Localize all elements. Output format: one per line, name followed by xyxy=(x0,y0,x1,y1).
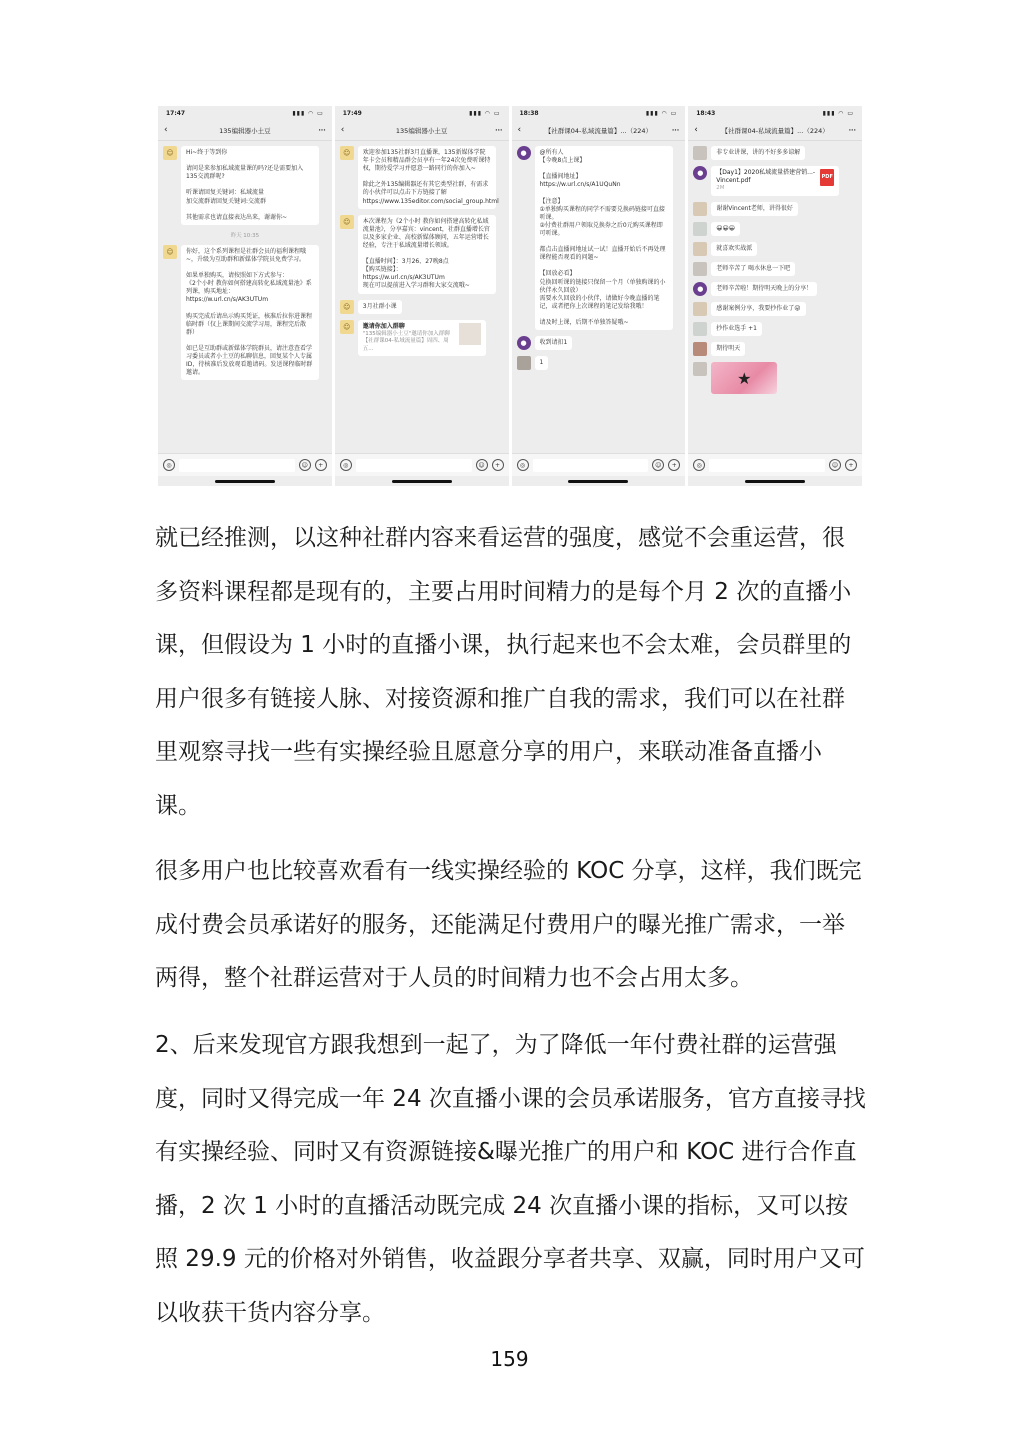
message-bubble[interactable]: 本次课程为《2个小时 教你如何搭建高转化私域流量池》，分享嘉宾：vincent，社群直播增长官以及多家企业、高校新媒体顾问，五年运营增长经验，专注于私域流量增长领域。 【直播时间】：3月26、27晚8点 【购买链接】： https://w.url.cn/s/AK3UTUm 现在可以提前进入学习群和大家交流哦~ xyxy=(358,215,496,294)
plus-icon[interactable]: + xyxy=(845,459,857,471)
message-bubble[interactable]: 就喜欢实战派 xyxy=(711,242,757,256)
chat-message xyxy=(693,262,857,276)
avatar[interactable] xyxy=(693,146,707,160)
chat-message xyxy=(693,242,857,256)
message-list xyxy=(688,142,862,454)
more-icon[interactable]: ··· xyxy=(671,126,680,134)
message-bubble[interactable]: 你好，这个系列课程是社群会员的福利课程哦~，升级为互助群和新媒体学院员免费学习。 如果单独购买，请按照如下方式参与： 《2个小时 教你如何搭建高转化私域流量池》系列课，购买地址： https://w.url.cn/s/AK3UTUm 购买完成后请出示购买凭证，核准后拉你进课程临时群（仅上课期间交流学习用，课程完后散群） 如已是互助群或新媒体学院群员，请注意查看学习委员或者小土豆的私聊信息，回复某个人专属ID，待核准后发放观看邀请码。发送课程临时群邀请。 xyxy=(181,245,319,381)
chat-title: 135编辑器小土豆 xyxy=(395,126,448,135)
message-list xyxy=(512,142,686,454)
message-bubble[interactable]: 感谢案例分享，我要抄作业了😜 xyxy=(711,302,805,316)
status-time: 17:49 xyxy=(342,109,362,117)
chat-header xyxy=(158,120,332,141)
chat-header xyxy=(335,120,509,141)
avatar[interactable] xyxy=(693,222,707,236)
chat-message xyxy=(693,282,857,296)
sticker-image[interactable]: ★ xyxy=(711,362,777,394)
message-timestamp: 昨天 10:35 xyxy=(230,232,260,239)
message-bubble[interactable]: 老师辛苦啦！期待明天晚上的分享！ xyxy=(711,282,817,296)
group-invite-card[interactable] xyxy=(358,320,486,356)
avatar[interactable] xyxy=(693,342,707,356)
message-bubble[interactable]: 谢谢Vincent老师，讲得很好 xyxy=(711,202,798,216)
signal-icon: ▮▮▮ ◠ ▭ xyxy=(469,109,501,117)
voice-icon[interactable]: ◎ xyxy=(517,459,529,471)
message-bubble[interactable]: 期待明天 xyxy=(711,342,745,356)
chat-message xyxy=(693,362,857,394)
chat-message xyxy=(517,336,681,350)
avatar[interactable]: ☺ xyxy=(340,300,354,314)
avatar[interactable] xyxy=(517,356,531,370)
chat-message xyxy=(517,146,681,330)
message-input[interactable] xyxy=(356,459,472,472)
chat-message xyxy=(693,322,857,336)
avatar[interactable]: ● xyxy=(517,336,531,350)
avatar[interactable]: ☺ xyxy=(340,320,354,334)
message-bubble[interactable]: @所有人 【今晚8点上课】 【直播间地址】 https://w.url.cn/s/A1UQuNn 【注意】 ①单独购买课程的同学不需要兑换码链接可直接听课。 ②付费社群用户领取兑换券之后0元购买课程即可听课。 都点击直播间地址试一试！直播开始后不再处理课程能否观看的问题~ 【回放必看】 兑换回听课的链接只保留一个月（单独购课的小伙伴永久回放） 需要永久回放的小伙伴，请做好今晚直播的笔记，或者把你上次课程的笔记发给我哦！ 请及时上课，后期不单独答疑哦~ xyxy=(535,146,673,330)
chat-message xyxy=(693,222,857,236)
avatar[interactable]: ● xyxy=(693,166,707,180)
chat-message xyxy=(163,146,327,225)
chat-screenshot xyxy=(688,106,862,486)
chat-input-bar xyxy=(335,453,509,476)
home-indicator xyxy=(568,480,628,483)
page-number: 159 xyxy=(490,1347,529,1371)
plus-icon[interactable]: + xyxy=(492,459,504,471)
chat-screenshots xyxy=(158,106,862,486)
back-icon[interactable]: ‹ xyxy=(164,125,168,135)
chat-message xyxy=(163,245,327,381)
avatar[interactable]: ● xyxy=(693,282,707,296)
status-time: 18:43 xyxy=(696,109,716,117)
chat-screenshot xyxy=(335,106,509,486)
emoji-icon[interactable]: ☺ xyxy=(829,459,841,471)
avatar[interactable] xyxy=(693,302,707,316)
file-size: 2M xyxy=(716,185,725,192)
chat-message xyxy=(517,356,681,370)
status-bar xyxy=(512,106,686,120)
message-list xyxy=(158,142,332,454)
back-icon[interactable]: ‹ xyxy=(340,125,345,135)
home-indicator xyxy=(392,480,452,483)
signal-icon: ▮▮▮ ◠ ▭ xyxy=(645,109,678,117)
voice-icon[interactable]: ◎ xyxy=(693,459,705,471)
message-input[interactable] xyxy=(533,459,649,472)
status-bar xyxy=(688,106,862,120)
message-bubble[interactable]: 1 xyxy=(535,356,549,370)
chat-screenshot xyxy=(158,106,332,486)
paragraph-3: 2、后来发现官方跟我想到一起了，为了降低一年付费社群的运营强度，同时又得完成一年 24 次直播小课的会员承诺服务，官方直接寻找有实操经验、同时又有资源链接&曝光推广的用户和 KOC 进行合作直播，2 次 1 小时的直播活动既完成 24 次直播小课的指标，又可以按照 29.9 元的价格对外销售，收益跟分享者共享、双赢，同时用户又可以收获干货内容分享。 xyxy=(155,1032,866,1326)
chat-message xyxy=(693,302,857,316)
message-input[interactable] xyxy=(709,459,825,472)
group-thumbnail xyxy=(459,323,481,345)
paragraph-2: 很多用户也比较喜欢看有一线实操经验的 KOC 分享，这样，我们既完成付费会员承诺好的服务，还能满足付费用户的曝光推广需求，一举两得，整个社群运营对于人员的时间精力也不会占用太多。 xyxy=(155,858,862,991)
emoji-icon[interactable]: ☺ xyxy=(299,459,311,471)
paragraph-1: 就已经推测，以这种社群内容来看运营的强度，感觉不会重运营，很多资料课程都是现有的，主要占用时间精力的是每个月 2 次的直播小课，但假设为 1 小时的直播小课，执行起来也不会太难，会员群里的用户很多有链接人脉、对接资源和推广自我的需求，我们可以在社群里观察寻找一些有实操经验且愿意分享的用户，来联动准备直播小课。 xyxy=(155,525,852,819)
status-bar xyxy=(335,106,509,120)
message-bubble[interactable]: 老师辛苦了 喝水休息一下吧 xyxy=(711,262,795,276)
signal-icon: ▮▮▮ ◠ ▭ xyxy=(822,109,854,117)
chat-screenshot xyxy=(512,106,686,486)
chat-title: 135编辑器小土豆 xyxy=(219,126,271,135)
message-bubble[interactable]: 抄作业选手 +1 xyxy=(711,322,762,336)
avatar[interactable]: ☺ xyxy=(340,215,354,229)
message-input[interactable] xyxy=(179,459,295,472)
chat-message xyxy=(693,342,857,356)
file-message[interactable] xyxy=(711,166,839,196)
avatar[interactable] xyxy=(693,362,707,376)
signal-icon: ▮▮▮ ◠ ▭ xyxy=(292,109,324,117)
voice-icon[interactable]: ◎ xyxy=(163,459,175,471)
message-bubble[interactable]: 收到请扣1 xyxy=(535,336,573,350)
avatar[interactable] xyxy=(693,322,707,336)
avatar[interactable]: ☺ xyxy=(163,245,177,259)
chat-message xyxy=(340,146,504,209)
more-icon[interactable]: ··· xyxy=(848,126,856,134)
emoji-icon[interactable]: ☺ xyxy=(476,459,488,471)
avatar[interactable]: ☺ xyxy=(163,146,177,160)
status-bar xyxy=(158,106,332,120)
chat-message xyxy=(340,215,504,294)
home-indicator xyxy=(745,480,805,483)
message-list xyxy=(335,142,509,454)
more-icon[interactable]: ··· xyxy=(495,126,503,134)
more-icon[interactable]: ··· xyxy=(318,126,326,134)
pdf-file-icon: PDF xyxy=(820,169,834,186)
status-time: 17:47 xyxy=(166,109,186,117)
chat-message xyxy=(340,300,504,314)
chat-message xyxy=(693,166,857,196)
message-bubble[interactable]: Hi~终于等到你 请问是来参加私域流量课的吗?还是需要加入135交流群呢? 听课请回复关键词：私域流量 加交流群请回复关键词:交流群 其他需求也请直接表达出来，谢谢你~ xyxy=(181,146,319,225)
message-bubble[interactable]: 😀😀😀 xyxy=(711,222,740,236)
plus-icon[interactable]: + xyxy=(315,459,327,471)
home-indicator xyxy=(215,480,275,483)
avatar[interactable]: ☺ xyxy=(340,146,354,160)
avatar[interactable] xyxy=(693,202,707,216)
back-icon[interactable]: ‹ xyxy=(517,125,522,135)
avatar[interactable]: ● xyxy=(517,146,531,160)
chat-message xyxy=(693,202,857,216)
chat-input-bar xyxy=(688,453,862,476)
avatar[interactable] xyxy=(693,242,707,256)
plus-icon[interactable]: + xyxy=(668,459,680,471)
invite-desc: "135编辑器小土豆"邀请你加入群聊【社群课04-私域流量篇】周四、周五... xyxy=(362,330,450,352)
invite-title: 邀请你加入群聊 xyxy=(362,322,405,330)
chat-input-bar xyxy=(158,453,332,476)
chat-title: 【社群课04-私域流量篇】...（224） xyxy=(721,126,829,135)
back-icon[interactable]: ‹ xyxy=(694,125,698,135)
chat-header xyxy=(688,120,862,141)
status-time: 18:38 xyxy=(519,109,539,117)
chat-input-bar xyxy=(512,453,686,476)
chat-message xyxy=(693,146,857,160)
chat-title: 【社群课04-私域流量篇】...（224） xyxy=(544,126,652,135)
emoji-icon[interactable]: ☺ xyxy=(652,459,664,471)
message-bubble[interactable]: 非专业讲课，讲的不好多多谅解 xyxy=(711,146,805,160)
message-bubble[interactable]: 3月社群小课 xyxy=(358,300,402,314)
chat-message xyxy=(340,320,504,356)
chat-header xyxy=(512,120,686,141)
file-name: 【Day1】2020私域流量搭建营销...-Vincent.pdf xyxy=(716,169,816,185)
voice-icon[interactable]: ◎ xyxy=(340,459,352,471)
avatar[interactable] xyxy=(693,262,707,276)
message-bubble[interactable]: 欢迎参加135社群3月直播课，135新媒体学院年卡会员和精品群会员享有一年24次免费听课特权，期待爱学习并愿意一路同行的你加入~ 除此之外135编辑器还有其它类型社群，有需求的小伙伴可以点击下方链接了解 https://www.135editor.com/social_group.html xyxy=(358,146,496,209)
